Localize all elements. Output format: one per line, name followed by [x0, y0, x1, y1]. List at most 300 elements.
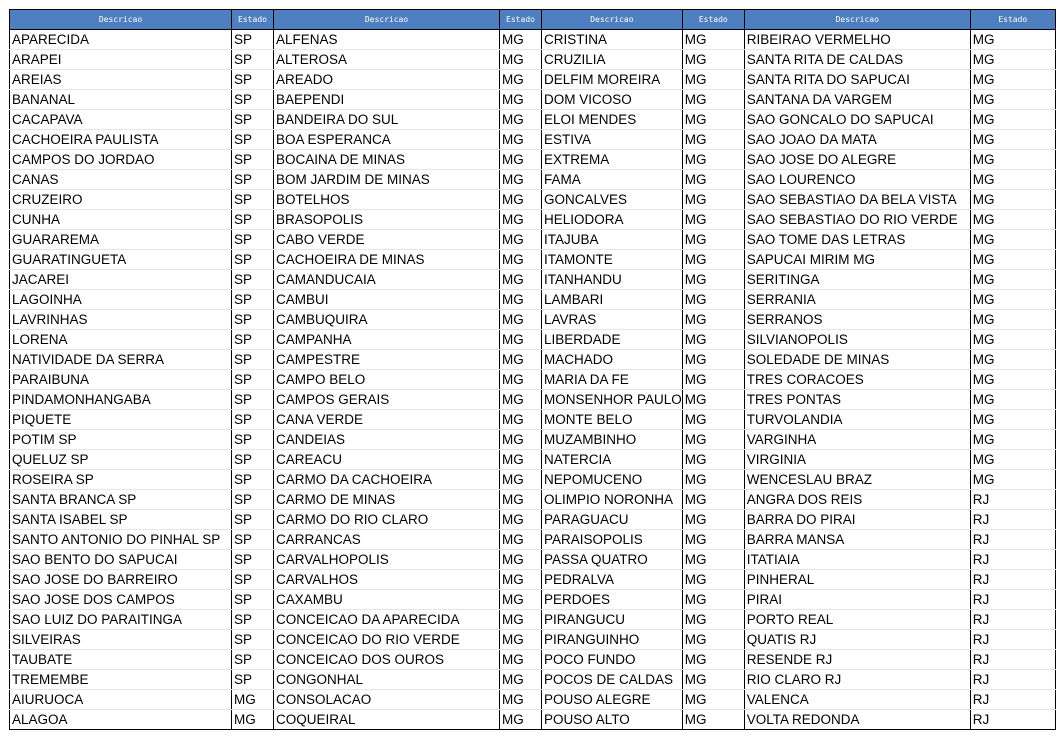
city-cell: CARVALHOPOLIS [274, 550, 500, 570]
city-cell: CANAS [10, 170, 232, 190]
table-row [10, 570, 1056, 590]
table-row [10, 450, 1056, 470]
city-cell: PINDAMONHANGABA [10, 390, 232, 410]
city-cell: AREADO [274, 70, 500, 90]
state-cell: SP [232, 70, 274, 90]
table-row [10, 50, 1056, 70]
city-cell: CACAPAVA [10, 110, 232, 130]
state-cell: MG [682, 530, 744, 550]
table-row [10, 650, 1056, 670]
city-cell: ARAPEI [10, 50, 232, 70]
table-row [10, 270, 1056, 290]
state-cell: MG [682, 410, 744, 430]
city-cell: AREIAS [10, 70, 232, 90]
table-row [10, 210, 1056, 230]
city-cell: FAMA [542, 170, 683, 190]
state-cell: MG [682, 570, 744, 590]
city-cell: CONSOLACAO [274, 690, 500, 710]
city-cell: BANDEIRA DO SUL [274, 110, 500, 130]
city-cell: SAO JOSE DO BARREIRO [10, 570, 232, 590]
state-cell: MG [970, 190, 1055, 210]
city-cell: BARRA DO PIRAI [744, 510, 970, 530]
state-cell: MG [500, 510, 542, 530]
table-row [10, 610, 1056, 630]
city-cell: ITATIAIA [744, 550, 970, 570]
state-cell: MG [970, 90, 1055, 110]
state-cell: SP [232, 190, 274, 210]
state-cell: MG [500, 490, 542, 510]
state-cell: RJ [970, 530, 1055, 550]
city-cell: LAGOINHA [10, 290, 232, 310]
city-cell: NATERCIA [542, 450, 683, 470]
state-cell: RJ [970, 570, 1055, 590]
state-cell: RJ [970, 670, 1055, 690]
city-cell: LIBERDADE [542, 330, 683, 350]
city-cell: CANDEIAS [274, 430, 500, 450]
state-cell: MG [500, 130, 542, 150]
state-cell: MG [500, 90, 542, 110]
state-cell: MG [500, 370, 542, 390]
state-cell: MG [970, 370, 1055, 390]
state-cell: MG [970, 290, 1055, 310]
state-cell: MG [500, 630, 542, 650]
state-cell: MG [682, 510, 744, 530]
state-cell: MG [500, 410, 542, 430]
state-cell: MG [500, 70, 542, 90]
table-row [10, 290, 1056, 310]
state-cell: MG [682, 450, 744, 470]
state-cell: SP [232, 310, 274, 330]
city-cell: QUATIS RJ [744, 630, 970, 650]
state-cell: SP [232, 610, 274, 630]
table-row [10, 230, 1056, 250]
city-cell: CRISTINA [542, 30, 683, 50]
city-cell: CONCEICAO DA APARECIDA [274, 610, 500, 630]
state-cell: SP [232, 550, 274, 570]
state-cell: MG [682, 610, 744, 630]
descricao-header-2: Descricao [274, 10, 500, 30]
state-cell: SP [232, 450, 274, 470]
state-cell: MG [500, 150, 542, 170]
city-cell: ITAMONTE [542, 250, 683, 270]
table-row [10, 370, 1056, 390]
state-cell: MG [682, 590, 744, 610]
city-cell: BARRA MANSA [744, 530, 970, 550]
table-row [10, 630, 1056, 650]
city-cell: ESTIVA [542, 130, 683, 150]
header-row [10, 10, 1056, 30]
state-cell: SP [232, 290, 274, 310]
state-cell: RJ [970, 610, 1055, 630]
city-cell: POUSO ALTO [542, 710, 683, 730]
city-cell: ITANHANDU [542, 270, 683, 290]
city-cell: DOM VICOSO [542, 90, 683, 110]
city-cell: MARIA DA FE [542, 370, 683, 390]
city-cell: PIQUETE [10, 410, 232, 430]
state-cell: MG [500, 350, 542, 370]
estado-header-1: Estado [232, 10, 274, 30]
state-cell: SP [232, 530, 274, 550]
state-cell: SP [232, 250, 274, 270]
state-cell: SP [232, 210, 274, 230]
city-cell: SAO TOME DAS LETRAS [744, 230, 970, 250]
state-cell: MG [500, 450, 542, 470]
city-cell: ALTEROSA [274, 50, 500, 70]
state-cell: MG [500, 470, 542, 490]
state-cell: SP [232, 110, 274, 130]
city-cell: BOA ESPERANCA [274, 130, 500, 150]
city-cell: PIRANGUINHO [542, 630, 683, 650]
table-row [10, 390, 1056, 410]
city-cell: RIBEIRAO VERMELHO [744, 30, 970, 50]
state-cell: MG [500, 550, 542, 570]
city-cell: CAMPESTRE [274, 350, 500, 370]
table-row [10, 310, 1056, 330]
city-cell: VARGINHA [744, 430, 970, 450]
state-cell: MG [970, 210, 1055, 230]
city-cell: CONGONHAL [274, 670, 500, 690]
state-cell: MG [500, 190, 542, 210]
state-cell: SP [232, 410, 274, 430]
state-cell: MG [682, 550, 744, 570]
state-cell: MG [500, 430, 542, 450]
city-cell: MONSENHOR PAULO [542, 390, 683, 410]
city-cell: CAMPOS DO JORDAO [10, 150, 232, 170]
state-cell: MG [682, 130, 744, 150]
table-row [10, 90, 1056, 110]
city-cell: CARMO DO RIO CLARO [274, 510, 500, 530]
city-cell: PIRAI [744, 590, 970, 610]
city-cell: MUZAMBINHO [542, 430, 683, 450]
state-cell: SP [232, 50, 274, 70]
state-cell: MG [682, 90, 744, 110]
city-cell: SAO SEBASTIAO DA BELA VISTA [744, 190, 970, 210]
city-cell: PORTO REAL [744, 610, 970, 630]
city-cell: BANANAL [10, 90, 232, 110]
city-cell: SERITINGA [744, 270, 970, 290]
city-cell: CAMANDUCAIA [274, 270, 500, 290]
city-cell: CONCEICAO DOS OUROS [274, 650, 500, 670]
city-cell: POCO FUNDO [542, 650, 683, 670]
table-row [10, 430, 1056, 450]
state-cell: SP [232, 570, 274, 590]
city-cell: ITAJUBA [542, 230, 683, 250]
city-cell: PASSA QUATRO [542, 550, 683, 570]
city-cell: SAO JOAO DA MATA [744, 130, 970, 150]
state-cell: MG [970, 250, 1055, 270]
state-cell: SP [232, 650, 274, 670]
state-cell: MG [970, 30, 1055, 50]
state-cell: MG [500, 690, 542, 710]
city-cell: TRES PONTAS [744, 390, 970, 410]
city-cell: RIO CLARO RJ [744, 670, 970, 690]
city-cell: WENCESLAU BRAZ [744, 470, 970, 490]
city-cell: PERDOES [542, 590, 683, 610]
state-cell: SP [232, 670, 274, 690]
state-cell: MG [970, 450, 1055, 470]
city-cell: POTIM SP [10, 430, 232, 450]
state-cell: RJ [970, 650, 1055, 670]
state-cell: MG [970, 470, 1055, 490]
descricao-header-4: Descricao [744, 10, 970, 30]
city-cell: BOCAINA DE MINAS [274, 150, 500, 170]
estado-header-4: Estado [970, 10, 1055, 30]
state-cell: MG [682, 270, 744, 290]
city-cell: CACHOEIRA DE MINAS [274, 250, 500, 270]
state-cell: MG [500, 210, 542, 230]
city-cell: BOM JARDIM DE MINAS [274, 170, 500, 190]
table-row [10, 410, 1056, 430]
state-cell: MG [682, 310, 744, 330]
state-cell: MG [500, 650, 542, 670]
city-cell: SAO LUIZ DO PARAITINGA [10, 610, 232, 630]
city-cell: AIURUOCA [10, 690, 232, 710]
city-cell: PIRANGUCU [542, 610, 683, 630]
city-cell: CARMO DA CACHOEIRA [274, 470, 500, 490]
state-cell: MG [682, 690, 744, 710]
city-cell: POCOS DE CALDAS [542, 670, 683, 690]
state-cell: MG [970, 390, 1055, 410]
city-cell: SANTANA DA VARGEM [744, 90, 970, 110]
city-cell: LAMBARI [542, 290, 683, 310]
descricao-header-1: Descricao [10, 10, 232, 30]
city-cell: CUNHA [10, 210, 232, 230]
table-row [10, 590, 1056, 610]
city-cell: CARRANCAS [274, 530, 500, 550]
city-cell: ALFENAS [274, 30, 500, 50]
city-state-table [9, 9, 1056, 730]
estado-header-3: Estado [682, 10, 744, 30]
state-cell: MG [500, 670, 542, 690]
city-cell: LAVRINHAS [10, 310, 232, 330]
city-cell: CARMO DE MINAS [274, 490, 500, 510]
city-cell: ELOI MENDES [542, 110, 683, 130]
city-cell: CAMPANHA [274, 330, 500, 350]
state-cell: MG [500, 570, 542, 590]
state-cell: MG [970, 430, 1055, 450]
table-row [10, 130, 1056, 150]
state-cell: MG [682, 50, 744, 70]
state-cell: MG [970, 170, 1055, 190]
state-cell: RJ [970, 490, 1055, 510]
table-row [10, 170, 1056, 190]
city-cell: CAMPO BELO [274, 370, 500, 390]
state-cell: MG [682, 650, 744, 670]
state-cell: MG [970, 150, 1055, 170]
state-cell: MG [500, 610, 542, 630]
city-cell: SAO JOSE DOS CAMPOS [10, 590, 232, 610]
state-cell: SP [232, 370, 274, 390]
table-row [10, 510, 1056, 530]
state-cell: SP [232, 270, 274, 290]
state-cell: MG [500, 530, 542, 550]
state-cell: SP [232, 490, 274, 510]
state-cell: MG [682, 430, 744, 450]
city-cell: SANTA ISABEL SP [10, 510, 232, 530]
state-cell: MG [500, 250, 542, 270]
city-cell: LORENA [10, 330, 232, 350]
city-cell: VIRGINIA [744, 450, 970, 470]
state-cell: MG [500, 50, 542, 70]
city-cell: APARECIDA [10, 30, 232, 50]
state-cell: MG [232, 710, 274, 730]
state-cell: SP [232, 470, 274, 490]
state-cell: SP [232, 30, 274, 50]
state-cell: MG [970, 50, 1055, 70]
state-cell: SP [232, 170, 274, 190]
city-cell: VOLTA REDONDA [744, 710, 970, 730]
city-cell: CONCEICAO DO RIO VERDE [274, 630, 500, 650]
city-cell: SAO JOSE DO ALEGRE [744, 150, 970, 170]
table-row [10, 710, 1056, 730]
state-cell: RJ [970, 510, 1055, 530]
city-cell: SERRANIA [744, 290, 970, 310]
city-cell: TREMEMBE [10, 670, 232, 690]
table-row [10, 470, 1056, 490]
state-cell: MG [970, 130, 1055, 150]
state-cell: MG [682, 190, 744, 210]
state-cell: MG [682, 70, 744, 90]
table-body [10, 30, 1056, 730]
city-cell: RESENDE RJ [744, 650, 970, 670]
city-cell: COQUEIRAL [274, 710, 500, 730]
city-cell: GUARATINGUETA [10, 250, 232, 270]
estado-header-2: Estado [500, 10, 542, 30]
city-cell: NEPOMUCENO [542, 470, 683, 490]
city-cell: TRES CORACOES [744, 370, 970, 390]
state-cell: MG [682, 290, 744, 310]
city-cell: CRUZILIA [542, 50, 683, 70]
city-cell: MACHADO [542, 350, 683, 370]
state-cell: MG [970, 410, 1055, 430]
city-cell: SANTA BRANCA SP [10, 490, 232, 510]
state-cell: SP [232, 150, 274, 170]
table-row [10, 70, 1056, 90]
state-cell: MG [682, 170, 744, 190]
city-cell: POUSO ALEGRE [542, 690, 683, 710]
state-cell: MG [682, 250, 744, 270]
city-cell: BRASOPOLIS [274, 210, 500, 230]
city-cell: CARVALHOS [274, 570, 500, 590]
state-cell: RJ [970, 710, 1055, 730]
state-cell: MG [232, 690, 274, 710]
city-cell: PARAISOPOLIS [542, 530, 683, 550]
state-cell: RJ [970, 630, 1055, 650]
city-cell: DELFIM MOREIRA [542, 70, 683, 90]
table-row [10, 190, 1056, 210]
city-cell: BOTELHOS [274, 190, 500, 210]
state-cell: MG [500, 30, 542, 50]
state-cell: SP [232, 630, 274, 650]
state-cell: SP [232, 590, 274, 610]
table-row [10, 150, 1056, 170]
city-cell: MONTE BELO [542, 410, 683, 430]
state-cell: SP [232, 510, 274, 530]
state-cell: MG [500, 290, 542, 310]
city-cell: EXTREMA [542, 150, 683, 170]
city-cell: GUARAREMA [10, 230, 232, 250]
state-cell: MG [970, 70, 1055, 90]
city-cell: SANTO ANTONIO DO PINHAL SP [10, 530, 232, 550]
city-cell: NATIVIDADE DA SERRA [10, 350, 232, 370]
descricao-header-3: Descricao [542, 10, 683, 30]
city-cell: LAVRAS [542, 310, 683, 330]
city-cell: SILVIANOPOLIS [744, 330, 970, 350]
state-cell: SP [232, 130, 274, 150]
city-cell: ALAGOA [10, 710, 232, 730]
state-cell: MG [500, 270, 542, 290]
state-cell: RJ [970, 590, 1055, 610]
state-cell: SP [232, 230, 274, 250]
city-cell: HELIODORA [542, 210, 683, 230]
city-cell: ROSEIRA SP [10, 470, 232, 490]
state-cell: MG [682, 30, 744, 50]
table-row [10, 550, 1056, 570]
state-cell: SP [232, 90, 274, 110]
city-cell: BAEPENDI [274, 90, 500, 110]
table-row [10, 670, 1056, 690]
state-cell: SP [232, 330, 274, 350]
state-cell: MG [970, 330, 1055, 350]
table-row [10, 690, 1056, 710]
table-row [10, 530, 1056, 550]
state-cell: MG [682, 490, 744, 510]
city-cell: SAO BENTO DO SAPUCAI [10, 550, 232, 570]
state-cell: MG [682, 370, 744, 390]
state-cell: MG [682, 330, 744, 350]
city-cell: CANA VERDE [274, 410, 500, 430]
state-cell: MG [500, 310, 542, 330]
city-cell: SOLEDADE DE MINAS [744, 350, 970, 370]
table-row [10, 350, 1056, 370]
city-cell: QUELUZ SP [10, 450, 232, 470]
table-row [10, 330, 1056, 350]
state-cell: MG [682, 630, 744, 650]
state-cell: MG [682, 470, 744, 490]
city-cell: PARAGUACU [542, 510, 683, 530]
city-cell: CAMPOS GERAIS [274, 390, 500, 410]
state-cell: MG [970, 270, 1055, 290]
state-cell: MG [500, 590, 542, 610]
city-cell: SAPUCAI MIRIM MG [744, 250, 970, 270]
state-cell: MG [500, 170, 542, 190]
state-cell: MG [500, 390, 542, 410]
city-cell: CACHOEIRA PAULISTA [10, 130, 232, 150]
city-cell: CAREACU [274, 450, 500, 470]
state-cell: MG [682, 210, 744, 230]
table-row [10, 110, 1056, 130]
city-cell: SAO GONCALO DO SAPUCAI [744, 110, 970, 130]
state-cell: MG [500, 710, 542, 730]
state-cell: MG [500, 330, 542, 350]
city-cell: OLIMPIO NORONHA [542, 490, 683, 510]
city-cell: PARAIBUNA [10, 370, 232, 390]
state-cell: SP [232, 350, 274, 370]
state-cell: MG [682, 150, 744, 170]
state-cell: MG [500, 110, 542, 130]
state-cell: MG [682, 710, 744, 730]
table-row [10, 30, 1056, 50]
table-row [10, 490, 1056, 510]
state-cell: MG [682, 110, 744, 130]
state-cell: MG [500, 230, 542, 250]
state-cell: MG [970, 310, 1055, 330]
state-cell: MG [970, 110, 1055, 130]
city-cell: SAO LOURENCO [744, 170, 970, 190]
city-cell: CAMBUI [274, 290, 500, 310]
state-cell: RJ [970, 550, 1055, 570]
city-cell: CABO VERDE [274, 230, 500, 250]
